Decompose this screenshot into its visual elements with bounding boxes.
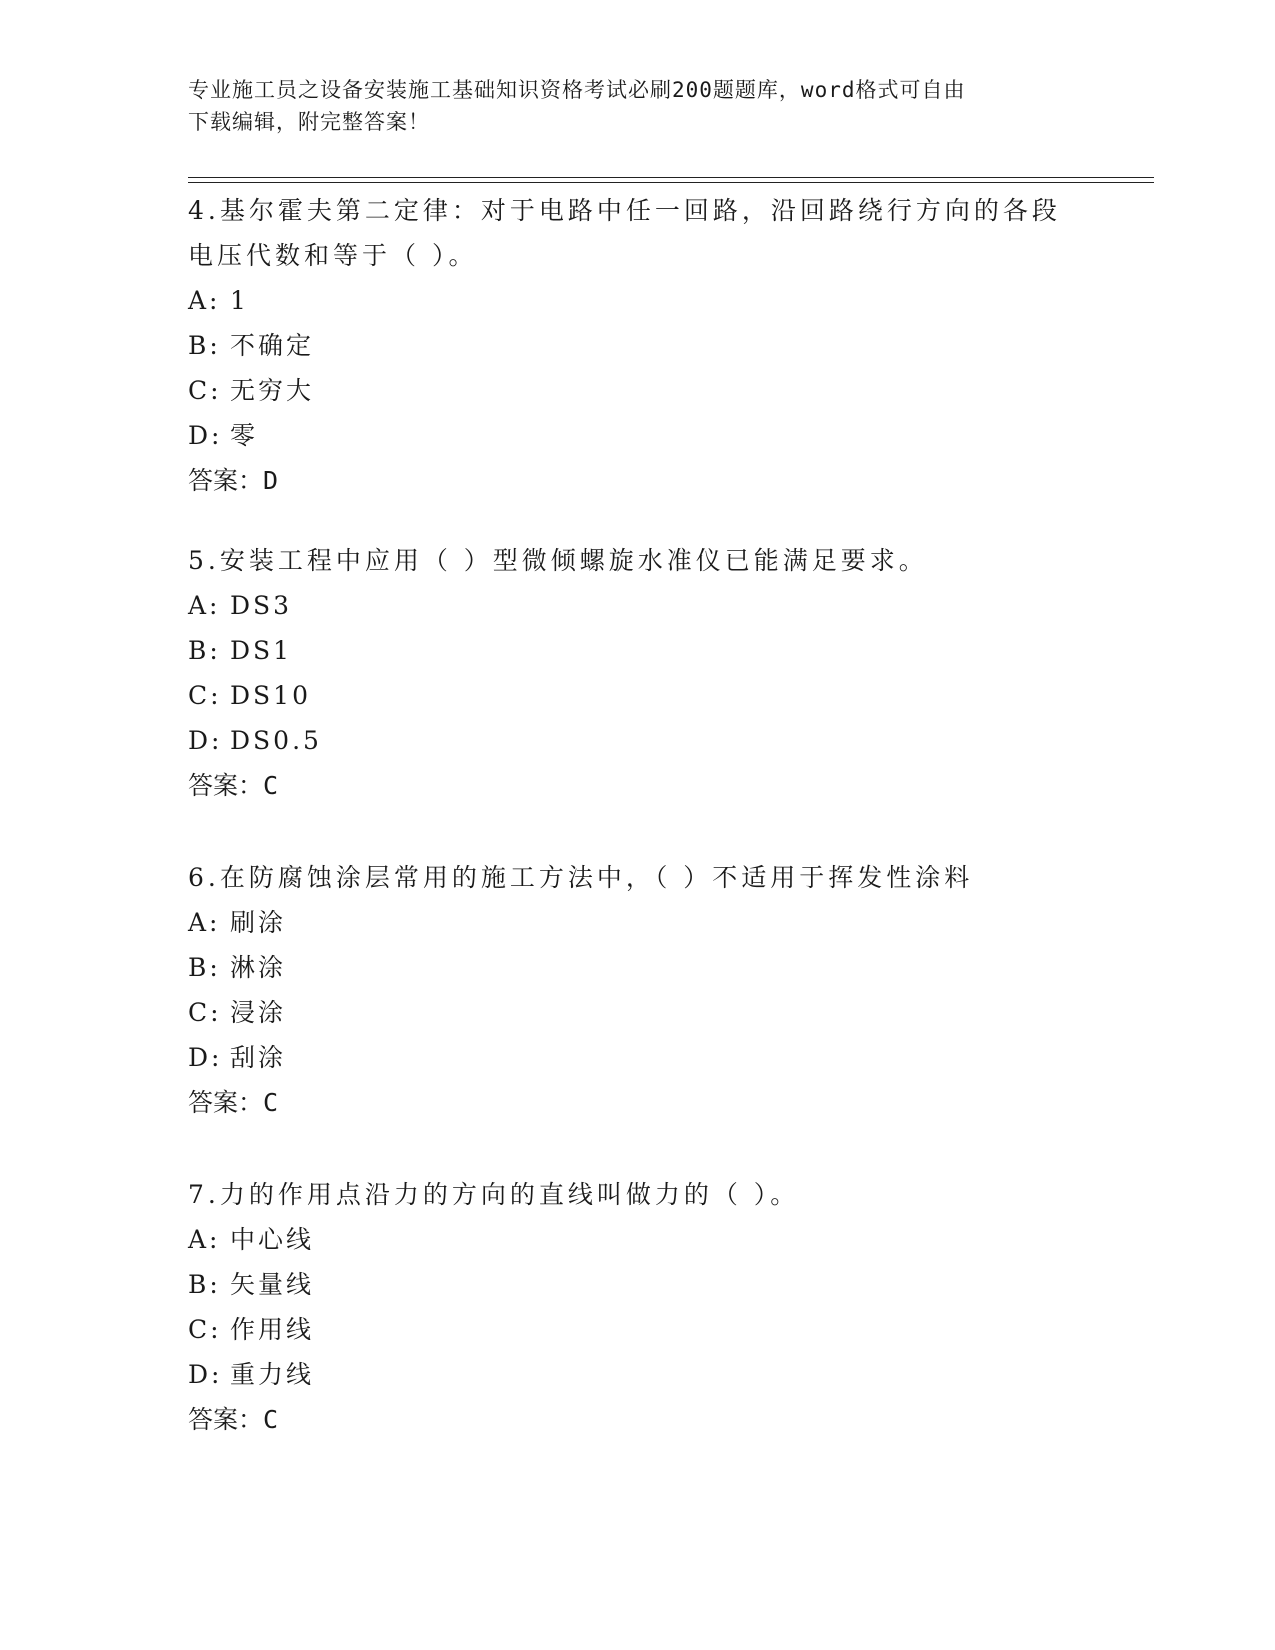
option-d (188, 718, 1088, 763)
option-key: A: (188, 908, 221, 937)
option-text: 矢量线 (230, 1270, 315, 1299)
option-text: 不确定 (230, 331, 315, 360)
question-stem-line-1: 7.力的作用点沿力的方向的直线叫做力的（ ）。 (188, 1180, 800, 1209)
option-key: A: (188, 286, 221, 315)
question-4 (188, 188, 1088, 503)
question-6 (188, 855, 1088, 1125)
option-c (188, 673, 1088, 718)
option-text: 重力线 (230, 1360, 315, 1389)
option-key: A: (188, 1225, 221, 1254)
option-b (188, 945, 1088, 990)
option-key: D: (188, 1360, 223, 1389)
question-7 (188, 1172, 1088, 1442)
answer-line: 答案：C (188, 771, 279, 800)
question-stem-line-1: 6.在防腐蚀涂层常用的施工方法中，（ ）不适用于挥发性涂料 (188, 863, 974, 892)
option-text: 作用线 (230, 1315, 315, 1344)
option-text: DS0.5 (230, 726, 322, 755)
option-key: C: (188, 1315, 222, 1344)
option-text: 无穷大 (230, 376, 315, 405)
answer-line: 答案：C (188, 1088, 279, 1117)
option-text: 1 (230, 286, 249, 315)
option-c (188, 1307, 1088, 1352)
header-line-1: 专业施工员之设备安装施工基础知识资格考试必刷200题题库，word格式可自由 (188, 78, 966, 102)
option-text: 刮涂 (230, 1043, 287, 1072)
header-divider-top (188, 177, 1154, 178)
option-key: C: (188, 376, 222, 405)
option-key: B: (188, 1270, 221, 1299)
option-a (188, 278, 1088, 323)
option-text: 中心线 (230, 1225, 315, 1254)
question-stem-line-2: 电压代数和等于（ ）。 (188, 241, 478, 270)
option-d (188, 1352, 1088, 1397)
option-b (188, 628, 1088, 673)
option-key: D: (188, 726, 223, 755)
option-a (188, 1217, 1088, 1262)
answer-line: 答案：D (188, 466, 279, 495)
option-text: 零 (230, 421, 259, 450)
option-d (188, 413, 1088, 458)
option-text: 淋涂 (230, 953, 287, 982)
option-a (188, 900, 1088, 945)
question-stem-line-1: 4.基尔霍夫第二定律：对于电路中任一回路，沿回路绕行方向的各段 (188, 196, 1061, 225)
document-header (188, 74, 1068, 138)
option-key: C: (188, 681, 222, 710)
option-a (188, 583, 1088, 628)
option-text: 刷涂 (230, 908, 287, 937)
answer-line: 答案：C (188, 1405, 279, 1434)
option-key: B: (188, 953, 221, 982)
option-text: DS3 (230, 591, 293, 620)
option-key: D: (188, 1043, 223, 1072)
header-divider-bottom (188, 182, 1154, 183)
option-b (188, 323, 1088, 368)
option-key: C: (188, 998, 222, 1027)
option-c (188, 368, 1088, 413)
option-text: 浸涂 (230, 998, 287, 1027)
question-stem-line-1: 5.安装工程中应用（ ）型微倾螺旋水准仪已能满足要求。 (188, 546, 928, 575)
question-5 (188, 538, 1088, 808)
option-text: DS10 (230, 681, 311, 710)
option-b (188, 1262, 1088, 1307)
option-key: D: (188, 421, 223, 450)
option-c (188, 990, 1088, 1035)
option-d (188, 1035, 1088, 1080)
option-key: B: (188, 331, 221, 360)
option-text: DS1 (230, 636, 293, 665)
option-key: A: (188, 591, 221, 620)
option-key: B: (188, 636, 221, 665)
header-line-2: 下载编辑，附完整答案！ (188, 110, 430, 134)
